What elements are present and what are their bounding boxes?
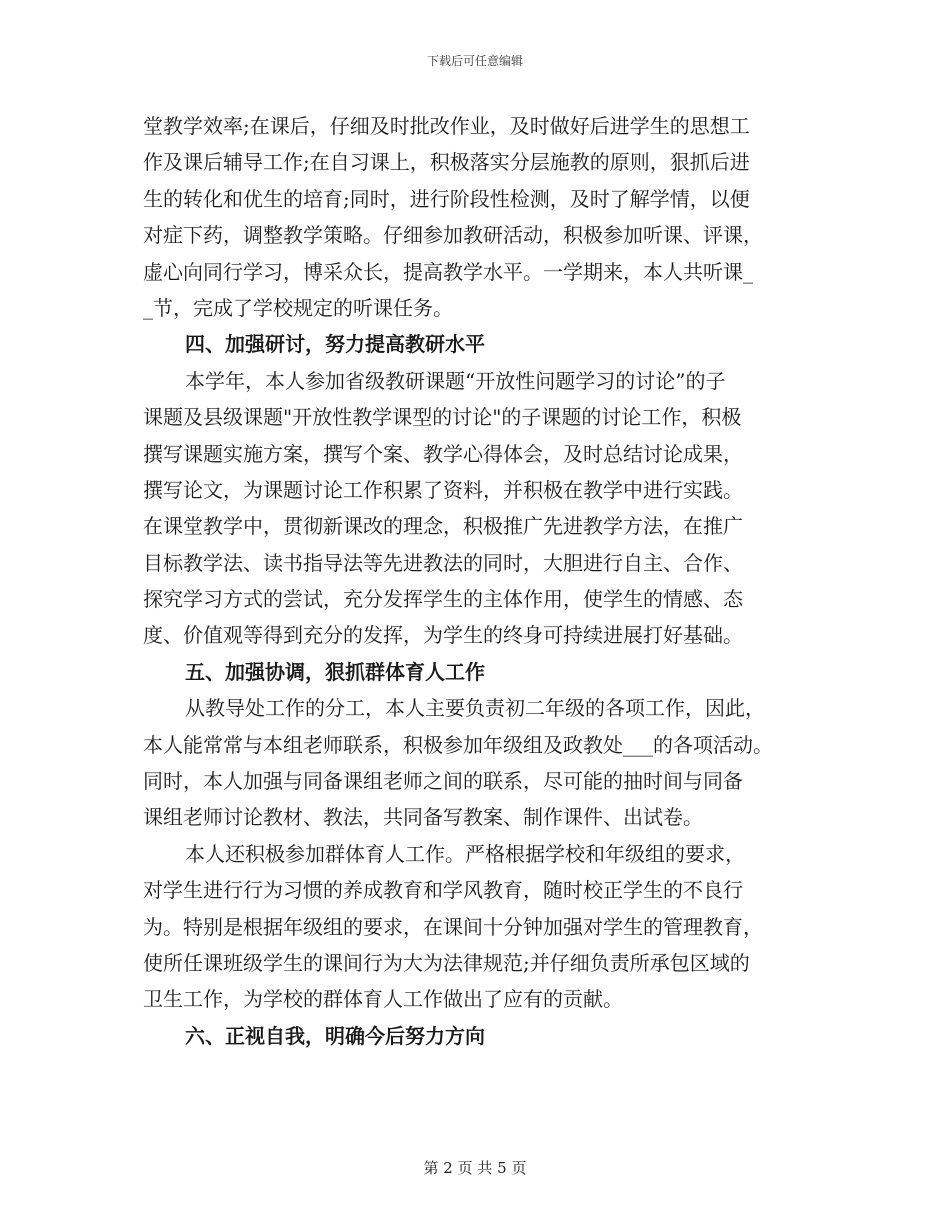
- document-body: [143, 108, 823, 1054]
- body-line: 在课堂教学中，贯彻新课改的理念，积极推广先进教学方法，在推广: [143, 514, 743, 539]
- section-heading-6: 六、正视自我，明确今后努力方向: [185, 1023, 485, 1048]
- body-line: _节，完成了学校规定的听课任务。: [143, 295, 453, 320]
- body-line: 虚心向同行学习，博采众长，提高教学水平。一学期来，本人共听课_: [143, 259, 753, 284]
- body-line: 撰写论文，为课题讨论工作积累了资料，并积极在教学中进行实践。: [143, 477, 743, 502]
- body-line: 为。特别是根据年级组的要求，在课间十分钟加强对学生的管理教育，: [143, 914, 763, 939]
- body-line: 作及课后辅导工作;在自习课上，积极落实分层施教的原则，狠抓后进: [143, 150, 750, 175]
- body-line: 撰写课题实施方案，撰写个案、教学心得体会，及时总结讨论成果，: [143, 441, 743, 466]
- body-line: 对症下药，调整教学策略。仔细参加教研活动，积极参加听课、评课，: [143, 223, 763, 248]
- body-line: 生的转化和优生的培育;同时，进行阶段性检测，及时了解学情，以便: [143, 186, 750, 211]
- page-number-footer: 第 2 页 共 5 页: [423, 1159, 527, 1177]
- body-line: 从教导处工作的分工，本人主要负责初二年级的各项工作，因此，: [185, 696, 765, 721]
- section-heading-4: 四、加强研讨，努力提高教研水平: [185, 332, 485, 357]
- body-line: 本人还积极参加群体育人工作。严格根据学校和年级组的要求，: [185, 841, 745, 866]
- body-line: 本学年，本人参加省级教研课题“开放性问题学习的讨论”的子: [185, 368, 726, 393]
- body-line: 使所任课班级学生的课间行为大为法律规范;并仔细负责所承包区域的: [143, 950, 750, 975]
- page-header: 下载后可任意编辑: [426, 54, 523, 68]
- body-line: 同时，本人加强与同备课组老师之间的联系，尽可能的抽时间与同备: [143, 769, 743, 794]
- body-line: 目标教学法、读书指导法等先进教法的同时，大胆进行自主、合作、: [143, 550, 743, 575]
- body-line: 课题及县级课题"开放性教学课型的讨论"的子课题的讨论工作，积极: [143, 405, 742, 430]
- body-line: 卫生工作，为学校的群体育人工作做出了应有的贡献。: [143, 987, 623, 1012]
- body-line: 本人能常常与本组老师联系，积极参加年级组及政教处___的各项活动。: [143, 732, 773, 757]
- body-line: 度、价值观等得到充分的发挥，为学生的终身可持续进展打好基础。: [143, 623, 743, 648]
- body-line: 课组老师讨论教材、教法，共同备写教案、制作课件、出试卷。: [143, 805, 703, 830]
- body-line: 探究学习方式的尝试，充分发挥学生的主体作用，使学生的情感、态: [143, 587, 743, 612]
- section-heading-5: 五、加强协调，狠抓群体育人工作: [185, 659, 485, 684]
- body-line: 对学生进行行为习惯的养成教育和学风教育，随时校正学生的不良行: [143, 878, 743, 903]
- body-line: 堂教学效率;在课后，仔细及时批改作业，及时做好后进学生的思想工: [143, 114, 750, 138]
